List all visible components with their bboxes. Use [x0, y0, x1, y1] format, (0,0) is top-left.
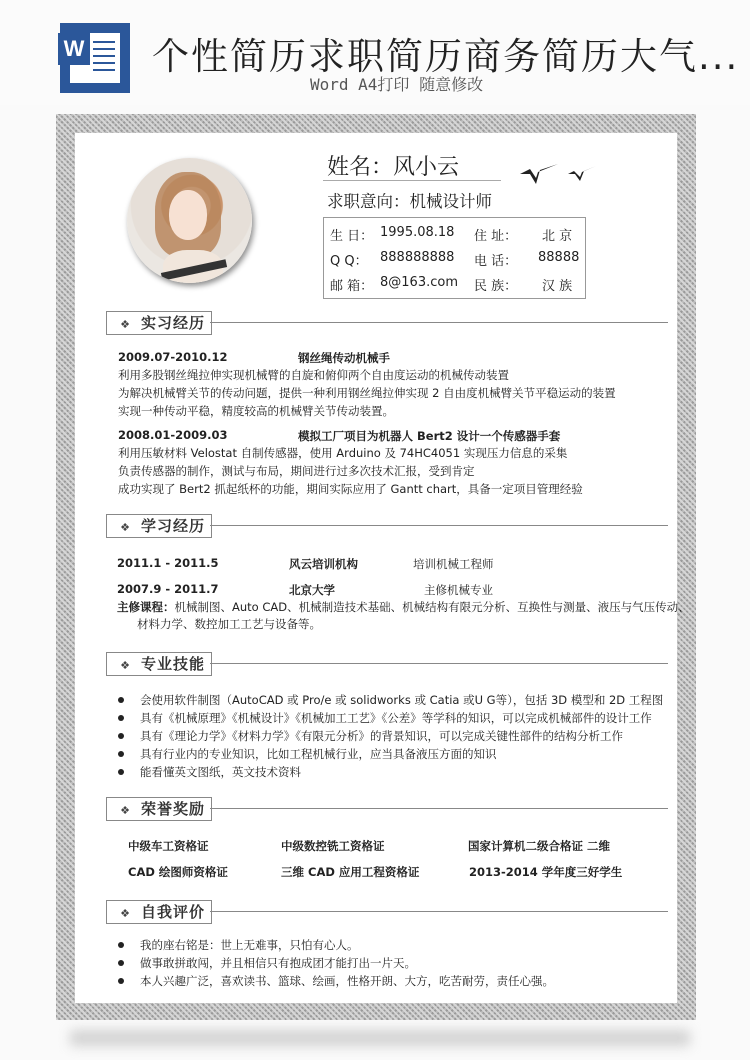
qq-label: Q Q：: [330, 254, 368, 269]
section-divider: [210, 808, 668, 809]
job-intent: 求职意向：机械设计师: [327, 192, 492, 211]
section-divider: [210, 911, 668, 912]
honor-item: 中级数控铣工资格证: [281, 839, 385, 853]
ethnicity-value: 汉 族: [542, 279, 573, 294]
education-major: 培训机械工程师: [413, 557, 494, 571]
section-title-honors: ❖ 荣誉奖励: [106, 797, 212, 821]
word-icon: [60, 23, 130, 93]
bullet-icon: [118, 960, 124, 966]
skill-item: 会使用软件制图（AutoCAD 或 Pro/e 或 solidworks 或 Catia 或U G等），包括 3D 模型和 2D 工程图: [140, 693, 664, 707]
honor-item: 三维 CAD 应用工程资格证: [281, 865, 420, 879]
section-divider: [210, 525, 668, 526]
preview-header: [0, 0, 750, 105]
skill-item: 具有《理论力学》《材料力学》《有限元分析》的背景知识，可以完成关键性部件的结构分析工作: [140, 729, 623, 743]
document-title: 个性简历求职简历商务简历大气...: [152, 35, 740, 78]
section-title-internship: ❖ 实习经历: [106, 311, 212, 335]
bullet-icon: [118, 697, 124, 703]
skill-item: 具有行业内的专业知识，比如工程机械行业，应当具备液压方面的知识: [140, 747, 497, 761]
education-period: 2007.9 - 2011.7: [117, 582, 219, 596]
self-eval-item: 本人兴趣广泛，喜欢读书、篮球、绘画，性格开朗、大方，吃苦耐劳，责任心强。: [140, 974, 554, 988]
qq-value: 888888888: [380, 250, 455, 265]
internship-detail: 实现一种传动平稳，精度较高的机械臂关节传动装置。: [118, 404, 394, 418]
internship-role: 钢丝绳传动机械手: [298, 351, 390, 365]
bullet-icon: [118, 978, 124, 984]
self-eval-item: 做事敢拼敢闯，并且相信只有抱成团才能打出一片天。: [140, 956, 416, 970]
self-eval-item: 我的座右铭是：世上无难事，只怕有心人。: [140, 938, 359, 952]
phone-label: 电 话：: [474, 254, 518, 269]
internship-detail: 负责传感器的制作，测试与布局，期间进行过多次技术汇报，受到肯定: [118, 464, 475, 478]
diamond-bullet-icon: ❖: [120, 804, 130, 817]
bullet-icon: [118, 733, 124, 739]
internship-period: 2008.01-2009.03: [118, 428, 228, 442]
honor-item: 国家计算机二级合格证 二维: [468, 839, 611, 853]
education-major: 主修机械专业: [424, 583, 493, 597]
internship-role: 模拟工厂项目为机器人 Bert2 设计一个传感器手套: [298, 429, 561, 443]
education-school: 风云培训机构: [289, 557, 358, 571]
phone-value: 88888: [538, 250, 580, 265]
ethnicity-label: 民 族：: [474, 279, 518, 294]
skill-item: 具有《机械原理》《机械设计》《机械加工工艺》《公差》等学科的知识，可以完成机械部件的设计工作: [140, 711, 652, 725]
section-title-self-eval: ❖ 自我评价: [106, 900, 212, 924]
diamond-bullet-icon: ❖: [120, 318, 130, 331]
address-label: 住 址：: [474, 229, 518, 244]
birthday-label: 生 日：: [330, 229, 374, 244]
honor-item: 中级车工资格证: [128, 839, 209, 853]
internship-period: 2009.07-2010.12: [118, 350, 228, 364]
section-title-skills: ❖ 专业技能: [106, 652, 212, 676]
diamond-bullet-icon: ❖: [120, 659, 130, 672]
courses-text: 材料力学、数控加工工艺与设备等。: [137, 617, 321, 631]
email-label: 邮 箱：: [330, 279, 374, 294]
section-title-education: ❖ 学习经历: [106, 514, 212, 538]
diamond-bullet-icon: ❖: [120, 521, 130, 534]
internship-detail: 成功实现了 Bert2 抓起纸杯的功能，期间实际应用了 Gantt chart，具备一定项目管理经验: [118, 482, 583, 496]
document-subtitle: Word A4打印 随意修改: [310, 75, 484, 94]
internship-detail: 利用多股钢丝绳拉伸实现机械臂的自旋和俯仰两个自由度运动的机械传动装置: [118, 368, 509, 382]
page-shadow: [70, 1030, 690, 1046]
email-value: 8@163.com: [380, 275, 458, 290]
courses-line: [117, 599, 690, 615]
word-icon-letter: W: [58, 33, 90, 65]
courses-label: 主修课程：: [117, 600, 175, 614]
skill-item: 能看懂英文图纸，英文技术资料: [140, 765, 301, 779]
bullet-icon: [118, 751, 124, 757]
birthday-value: 1995.08.18: [380, 225, 455, 240]
name-underline: [323, 180, 501, 181]
honor-item: 2013-2014 学年度三好学生: [469, 865, 623, 879]
diamond-bullet-icon: ❖: [120, 907, 130, 920]
address-value: 北 京: [542, 229, 573, 244]
courses-text: 机械制图、Auto CAD、机械制造技术基础、机械结构有限元分析、互换性与测量、液压与气压传动、: [174, 600, 690, 614]
education-school: 北京大学: [289, 583, 335, 597]
education-period: 2011.1 - 2011.5: [117, 556, 219, 570]
candidate-name: 姓名：风小云: [327, 155, 460, 180]
section-divider: [210, 663, 668, 664]
birds-icon: [518, 160, 598, 190]
basic-info-box: [323, 217, 586, 299]
bullet-icon: [118, 715, 124, 721]
section-divider: [210, 322, 668, 323]
internship-detail: 利用压敏材料 Velostat 自制传感器，使用 Arduino 及 74HC4051 实现压力信息的采集: [118, 446, 568, 460]
portrait-photo: [127, 158, 252, 283]
bullet-icon: [118, 769, 124, 775]
internship-detail: 为解决机械臂关节的传动问题，提供一种利用钢丝绳拉伸实现 2 自由度机械臂关节平稳运动的装置: [118, 386, 616, 400]
honor-item: CAD 绘图师资格证: [128, 865, 228, 879]
bullet-icon: [118, 942, 124, 948]
